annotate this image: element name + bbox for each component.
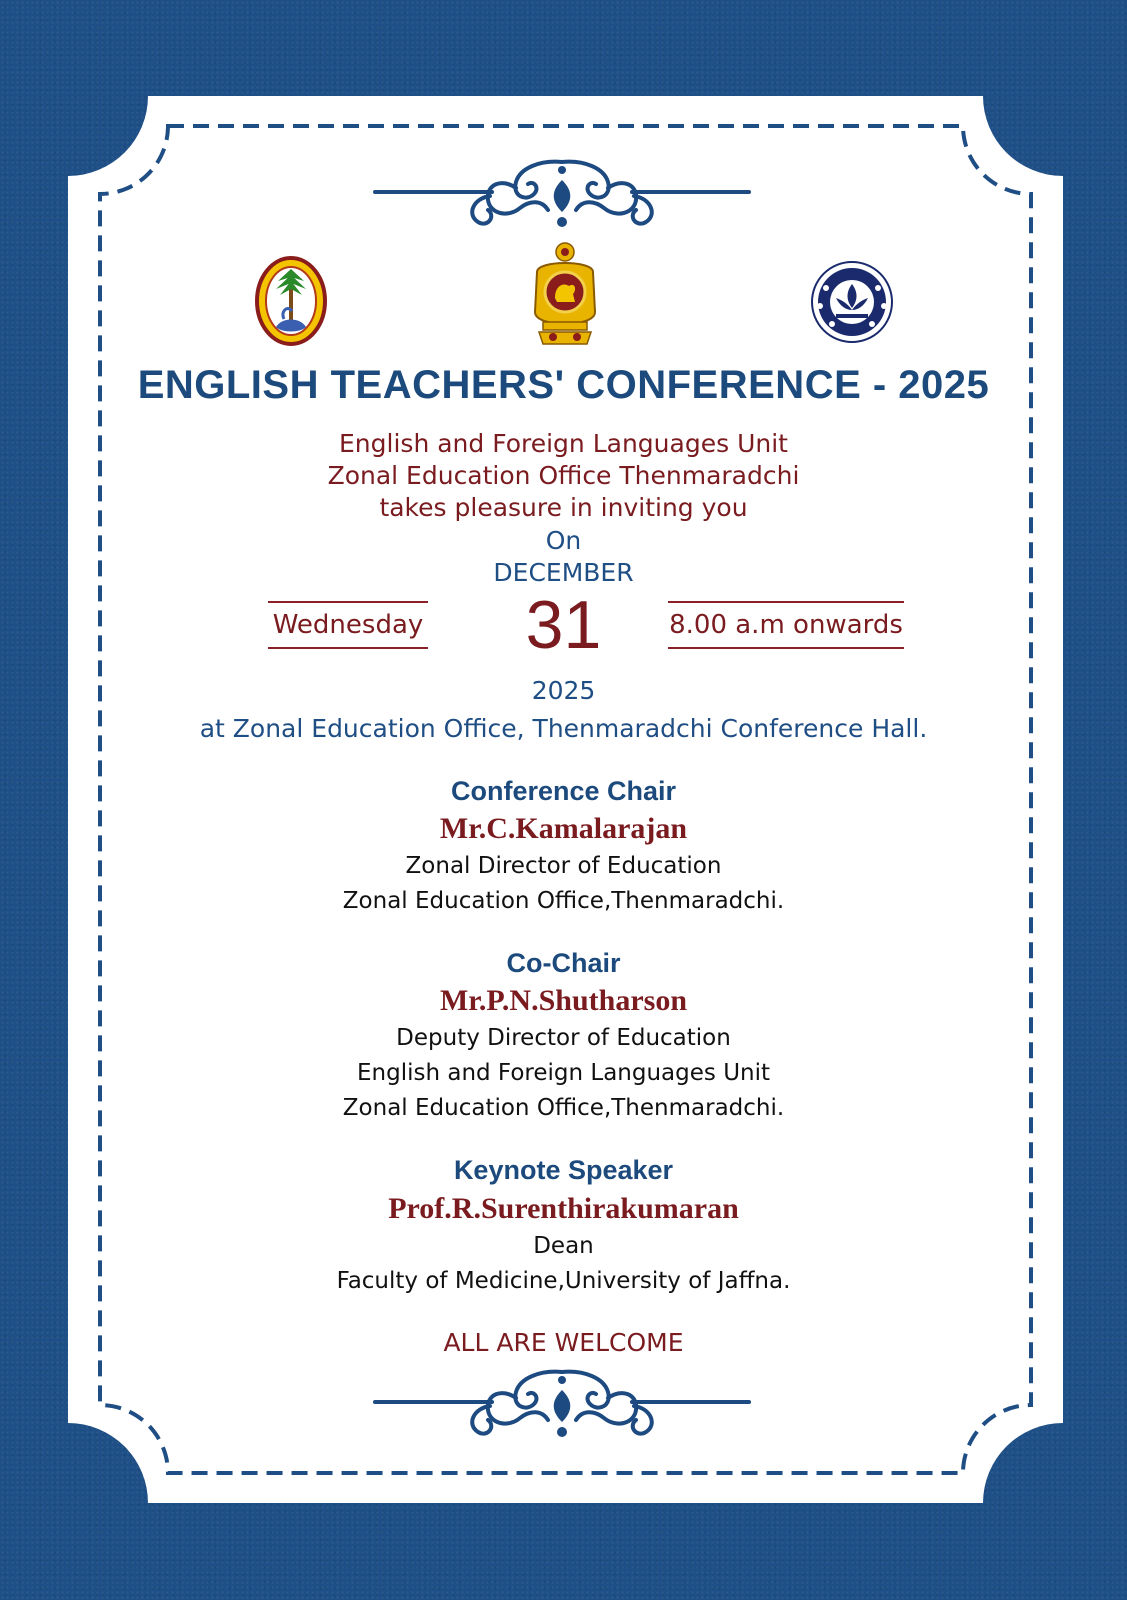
chair-role: Conference Chair	[450, 776, 677, 806]
conference-title: ENGLISH TEACHERS' CONFERENCE - 2025	[137, 363, 990, 407]
cochair-name: Mr.P.N.Shutharson	[439, 984, 688, 1017]
on-label: On	[545, 526, 582, 555]
cochair-title: Deputy Director of Education	[396, 1025, 731, 1051]
chair-title: Zonal Director of Education	[405, 853, 722, 879]
bottom-ornament-icon	[370, 1360, 754, 1444]
event-time: 8.00 a.m onwards	[668, 601, 904, 649]
keynote-name: Prof.R.Surenthirakumaran	[388, 1192, 739, 1225]
chair-name: Mr.C.Kamalarajan	[439, 812, 688, 845]
organizer-office: Zonal Education Office Thenmaradchi	[327, 461, 800, 490]
closing-message: ALL ARE WELCOME	[443, 1328, 684, 1357]
keynote-title: Dean	[533, 1233, 594, 1259]
date-month: DECEMBER	[493, 558, 634, 587]
date-weekday: Wednesday	[268, 601, 428, 649]
keynote-faculty: Faculty of Medicine,University of Jaffna.	[336, 1268, 791, 1294]
cochair-role: Co-Chair	[506, 948, 621, 978]
invitation-text: takes pleasure in inviting you	[379, 493, 748, 522]
venue: at Zonal Education Office, Thenmaradchi Conference Hall.	[199, 714, 928, 743]
cochair-office: Zonal Education Office,Thenmaradchi.	[342, 1095, 785, 1121]
cochair-unit: English and Foreign Languages Unit	[356, 1060, 771, 1086]
chair-office: Zonal Education Office,Thenmaradchi.	[342, 888, 785, 914]
provincial-emblem-icon	[254, 255, 328, 347]
organizer-unit: English and Foreign Languages Unit	[339, 429, 788, 458]
date-day: 31	[525, 587, 602, 663]
national-emblem-icon	[527, 240, 603, 348]
zonal-office-emblem-icon	[806, 258, 898, 346]
date-year: 2025	[531, 676, 596, 705]
top-ornament-icon	[370, 150, 754, 234]
keynote-role: Keynote Speaker	[453, 1155, 674, 1185]
